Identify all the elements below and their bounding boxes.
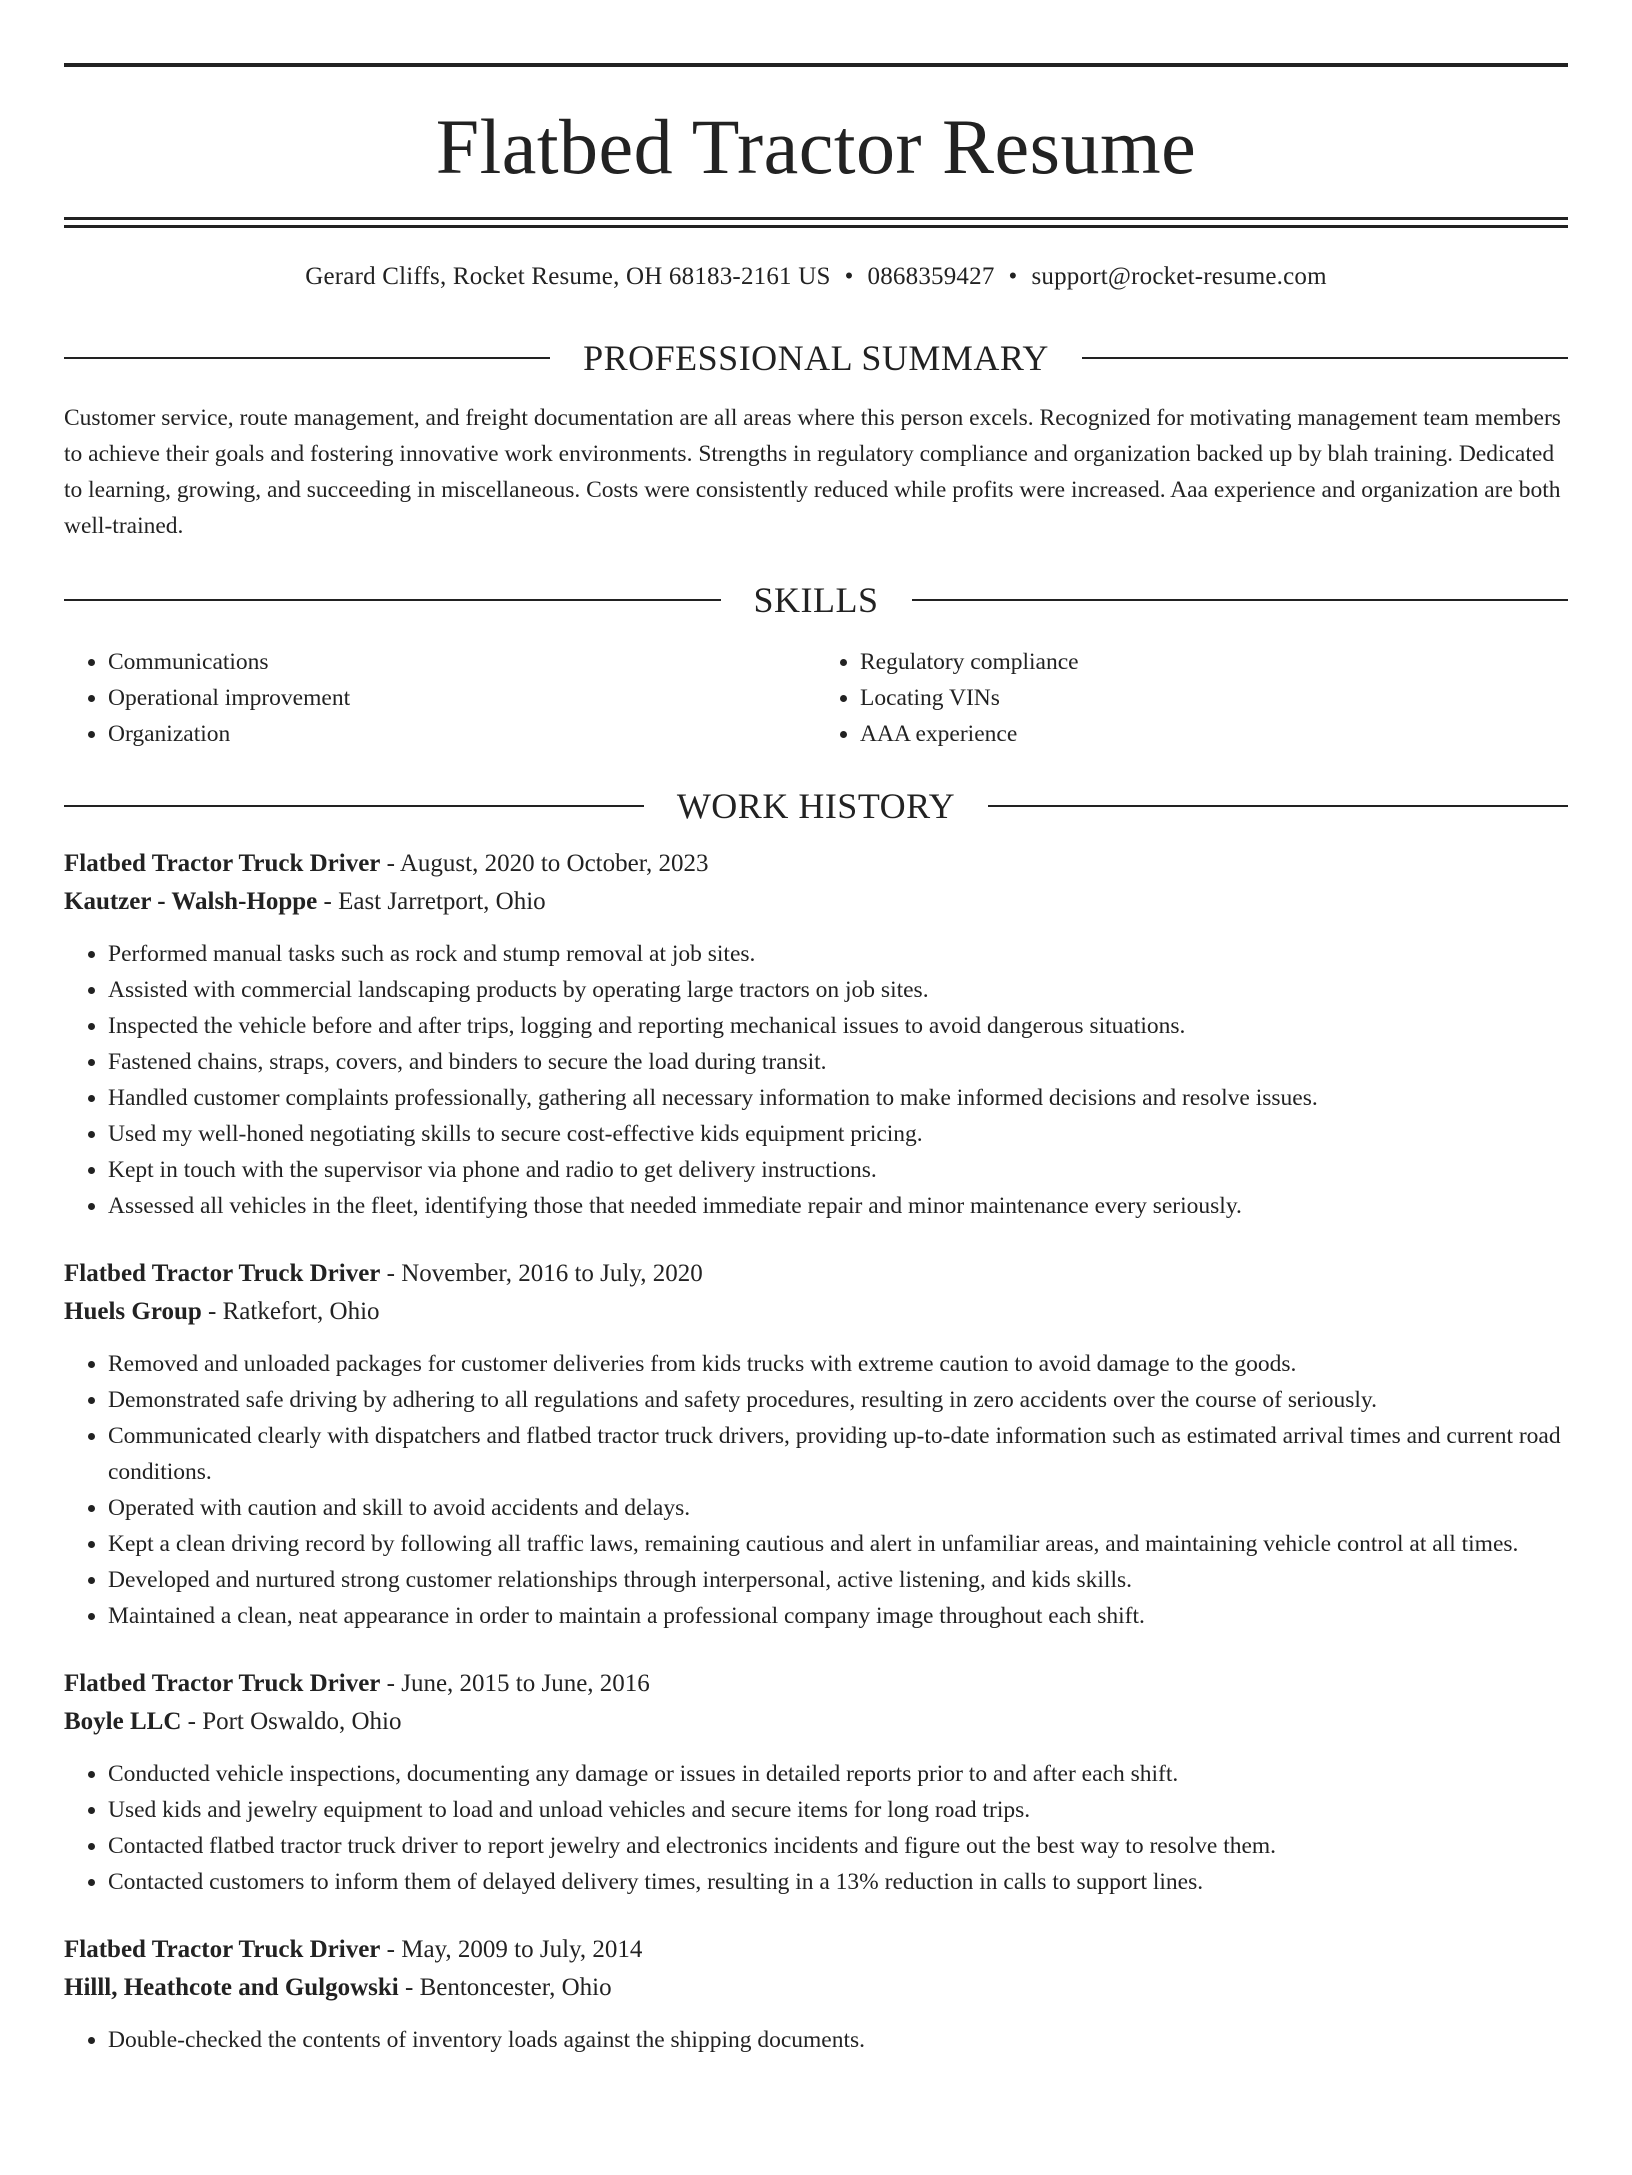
job-bullet: • Developed and nurtured strong customer relationships through interpersonal, active listening, and kids skills.: [108, 1562, 1568, 1598]
resume-page: [0, 63, 1632, 2175]
summary-text: Customer service, route management, and freight documentation are all areas where this person excels. Recognized for motivating management team members to achieve their goals and fostering innovative work environments. Strengths in regulatory compliance and organization backed up by blah training. Dedicated to learning, growing, and succeeding in miscellaneous. Costs were consistently reduced while profits were increased. Aaa experience and organization are both well-trained.: [64, 405, 1561, 539]
skills-list: [64, 644, 1568, 752]
summary-heading-label: PROFESSIONAL SUMMARY: [583, 338, 1049, 378]
job-location: - Bentoncester, Ohio: [398, 1974, 612, 2001]
job-company: Huels Group: [64, 1298, 202, 1325]
title-double-rule: [64, 217, 1568, 228]
skills-heading-label: SKILLS: [753, 580, 879, 620]
heading-rule-right: [1082, 357, 1568, 359]
contact-separator: •: [844, 263, 854, 290]
job-entry: [64, 846, 1568, 1224]
skills-column-left: [64, 644, 816, 752]
contact-email: support@rocket-resume.com: [1031, 263, 1327, 290]
job-bullet: • Inspected the vehicle before and after trips, logging and reporting mechanical issues to avoid dangerous situations.: [108, 1008, 1568, 1044]
job-bullets: [64, 2022, 1568, 2058]
job-company-line: [64, 1294, 1568, 1330]
job-dates: - June, 2015 to June, 2016: [380, 1670, 650, 1697]
job-title-line: [64, 1666, 1568, 1702]
job-dates: - August, 2020 to October, 2023: [380, 850, 709, 877]
job-title-line: [64, 1256, 1568, 1292]
skills-heading: [64, 580, 1568, 620]
job-bullet: • Kept a clean driving record by following all traffic laws, remaining cautious and alert in unfamiliar areas, and maintaining vehicle control at all times.: [108, 1526, 1568, 1562]
job-bullet: • Communicated clearly with dispatchers and flatbed tractor truck drivers, providing up-to-date information such as estimated arrival times and current road conditions.: [108, 1418, 1568, 1490]
job-location: - Port Oswaldo, Ohio: [181, 1708, 402, 1735]
job-title-line: [64, 1932, 1568, 1968]
job-bullet: • Kept in touch with the supervisor via phone and radio to get delivery instructions.: [108, 1152, 1568, 1188]
skill-item: • Operational improvement: [108, 680, 816, 716]
job-company: Hilll, Heathcote and Gulgowski: [64, 1974, 399, 2001]
job-bullet: • Handled customer complaints professionally, gathering all necessary information to make informed decisions and resolve issues.: [108, 1080, 1568, 1116]
job-bullet: • Conducted vehicle inspections, documenting any damage or issues in detailed reports prior to and after each shift.: [108, 1756, 1568, 1792]
job-bullet: • Performed manual tasks such as rock and stump removal at job sites.: [108, 936, 1568, 972]
skills-column-right: [816, 644, 1568, 752]
job-bullets: [64, 1756, 1568, 1900]
job-entry: [64, 1666, 1568, 1900]
job-bullet: • Used my well-honed negotiating skills to secure cost-effective kids equipment pricing.: [108, 1116, 1568, 1152]
job-bullet: • Demonstrated safe driving by adhering to all regulations and safety procedures, resulting in zero accidents over the course of seriously.: [108, 1382, 1568, 1418]
job-location: - Ratkefort, Ohio: [201, 1298, 380, 1325]
skill-item: • Regulatory compliance: [860, 644, 1568, 680]
job-entry: [64, 1256, 1568, 1634]
job-bullet: • Operated with caution and skill to avoid accidents and delays.: [108, 1490, 1568, 1526]
job-title: Flatbed Tractor Truck Driver: [64, 1936, 381, 1963]
heading-rule-right: [912, 599, 1569, 601]
job-company-line: [64, 884, 1568, 920]
job-dates: - May, 2009 to July, 2014: [380, 1936, 643, 1963]
work-heading: [64, 786, 1568, 826]
heading-rule-left: [64, 599, 721, 601]
page-title: Flatbed Tractor Resume: [435, 103, 1197, 190]
job-dates: - November, 2016 to July, 2020: [380, 1260, 703, 1287]
job-title: Flatbed Tractor Truck Driver: [64, 1260, 381, 1287]
job-bullets: [64, 936, 1568, 1224]
heading-rule-left: [64, 805, 644, 807]
skill-item: • Locating VINs: [860, 680, 1568, 716]
job-bullet: • Double-checked the contents of inventory loads against the shipping documents.: [108, 2022, 1568, 2058]
contact-line: [64, 262, 1568, 292]
job-company: Kautzer - Walsh-Hoppe: [64, 888, 318, 915]
contact-address: Gerard Cliffs, Rocket Resume, OH 68183-2161 US: [305, 263, 831, 290]
job-company-line: [64, 1704, 1568, 1740]
job-bullet: • Maintained a clean, neat appearance in order to maintain a professional company image throughout each shift.: [108, 1598, 1568, 1634]
job-title: Flatbed Tractor Truck Driver: [64, 850, 381, 877]
job-entry: [64, 1932, 1568, 2058]
job-location: - East Jarretport, Ohio: [317, 888, 546, 915]
job-bullet: • Contacted customers to inform them of delayed delivery times, resulting in a 13% reduction in calls to support lines.: [108, 1864, 1568, 1900]
top-rule: [64, 63, 1568, 67]
contact-phone: 0868359427: [867, 263, 995, 290]
job-bullet: • Fastened chains, straps, covers, and binders to secure the load during transit.: [108, 1044, 1568, 1080]
job-bullet: • Assessed all vehicles in the fleet, identifying those that needed immediate repair and minor maintenance every seriously.: [108, 1188, 1568, 1224]
job-company-line: [64, 1970, 1568, 2006]
skill-item: • Organization: [108, 716, 816, 752]
job-bullet: • Contacted flatbed tractor truck driver to report jewelry and electronics incidents and figure out the best way to resolve them.: [108, 1828, 1568, 1864]
job-bullet: • Used kids and jewelry equipment to load and unload vehicles and secure items for long road trips.: [108, 1792, 1568, 1828]
heading-rule-right: [988, 805, 1568, 807]
job-bullets: [64, 1346, 1568, 1634]
job-title-line: [64, 846, 1568, 882]
job-company: Boyle LLC: [64, 1708, 182, 1735]
job-bullet: • Assisted with commercial landscaping products by operating large tractors on job sites.: [108, 972, 1568, 1008]
contact-separator: •: [1008, 263, 1018, 290]
job-bullet: • Removed and unloaded packages for customer deliveries from kids trucks with extreme caution to avoid damage to the goods.: [108, 1346, 1568, 1382]
job-title: Flatbed Tractor Truck Driver: [64, 1670, 381, 1697]
heading-rule-left: [64, 357, 550, 359]
skill-item: • Communications: [108, 644, 816, 680]
work-heading-label: WORK HISTORY: [676, 786, 956, 826]
summary-heading: [64, 338, 1568, 378]
skill-item: • AAA experience: [860, 716, 1568, 752]
